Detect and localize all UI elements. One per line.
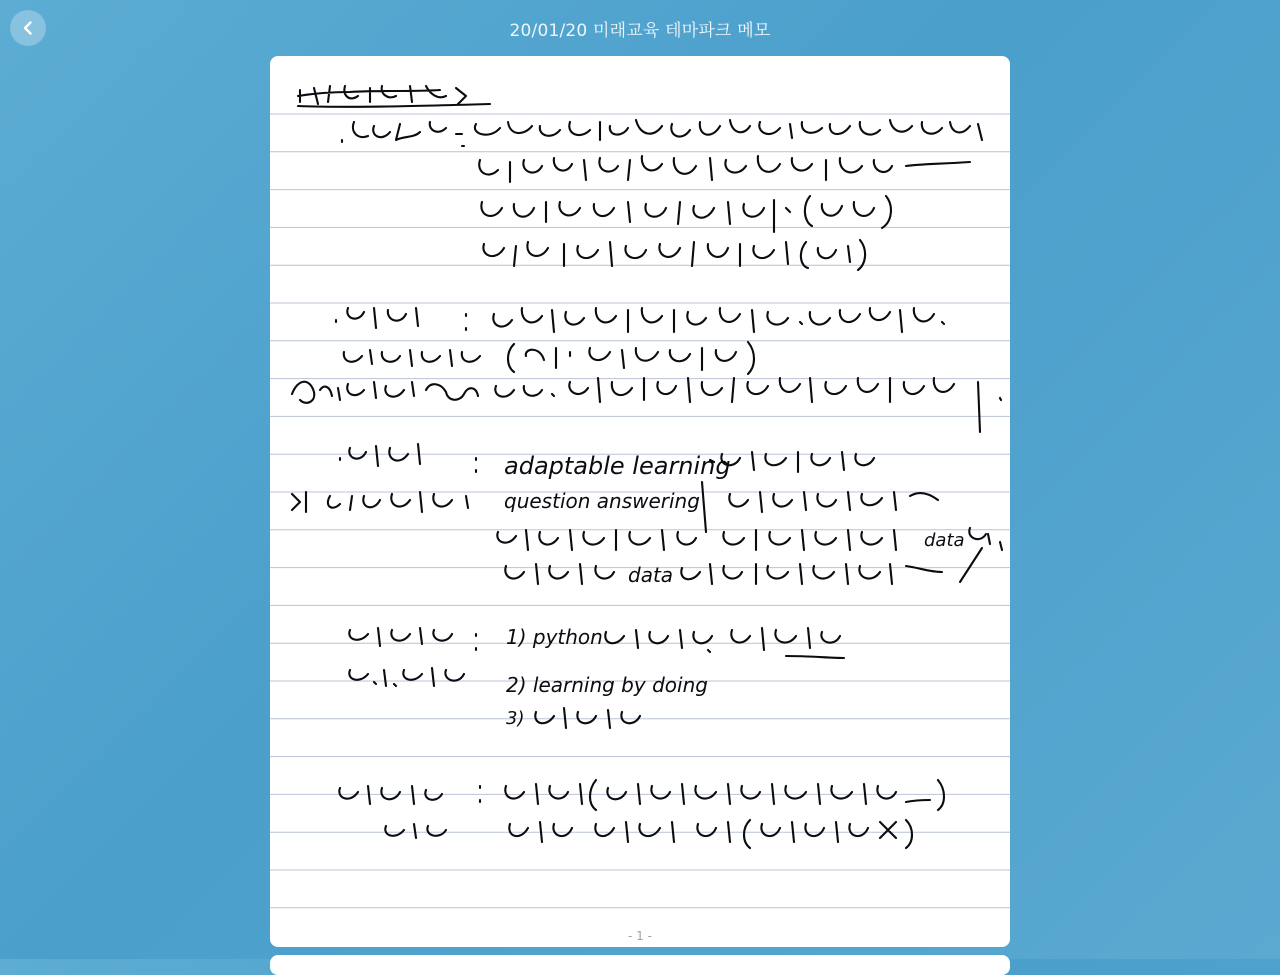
ink-adaptable-learning: adaptable learning [504, 452, 731, 480]
ink-question-answering: question answering [504, 489, 700, 513]
handwriting-section-2 [292, 308, 1001, 432]
handwriting-section-3 [292, 444, 1002, 587]
ink-python: 1) python [506, 625, 603, 649]
ink-item-3: 3) [506, 708, 525, 729]
document-title: 20/01/20 미래교육 테마파크 메모 [509, 21, 771, 41]
ink-learning-by-doing: 2) learning by doing [506, 673, 708, 697]
handwriting-section-1 [342, 120, 982, 270]
note-page[interactable] [270, 56, 1010, 947]
top-bar [0, 0, 1280, 56]
handwriting-heading [298, 86, 490, 107]
ink-data-1: data [924, 530, 965, 551]
page-number: - 1 - [628, 929, 652, 943]
handwriting-section-5 [339, 780, 944, 848]
next-page-edge [270, 955, 1010, 975]
handwriting-section-4 [349, 625, 844, 729]
ink-data-2: data [628, 563, 674, 587]
handwritten-note-canvas [270, 56, 1010, 947]
